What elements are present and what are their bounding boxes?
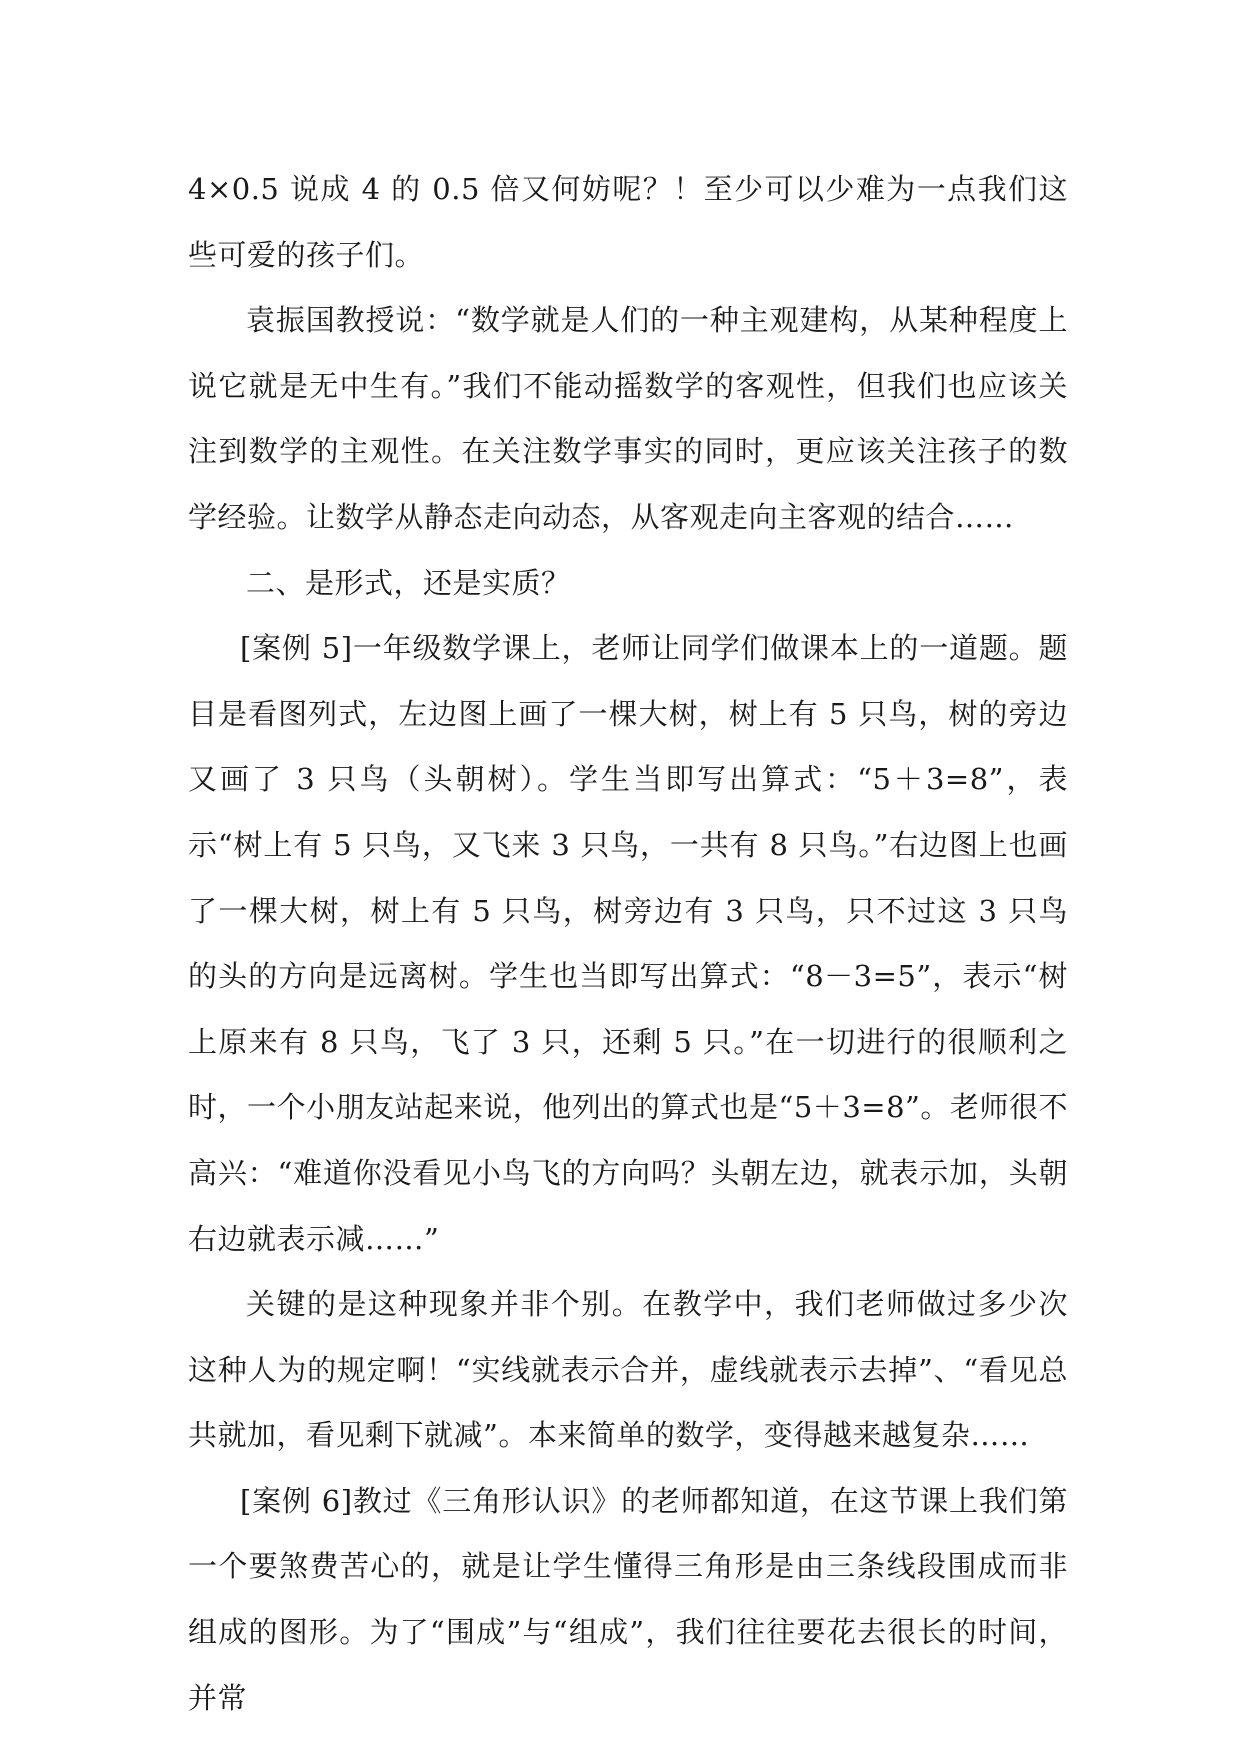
paragraph-case-5: [案例 5]一年级数学课上，老师让同学们做课本上的一道题。题目是看图列式，左边图上画了一棵大树，树上有 5 只鸟，树的旁边又画了 3 只鸟（头朝树）。学生当即写出算式：“5＋3=8”，表示“树上有 5 只鸟，又飞来 3 只鸟，一共有 8 只鸟。”右边图上也画了一棵大树，树上有 5 只鸟，树旁边有 3 只鸟，只不过这 3 只鸟的头的方向是远离树。学生也当即写出算式：“8－3=5”，表示“树上原来有 8 只鸟，飞了 3 只，还剩 5 只。”在一切进行的很顺利之时，一个小朋友站起来说，他列出的算式也是“5＋3=8”。老师很不高兴：“难道你没看见小鸟飞的方向吗？头朝左边，就表示加，头朝右边就表示减……” — [188, 631, 1068, 1256]
paragraph-key-point: 关键的是这种现象并非个别。在教学中，我们老师做过多少次这种人为的规定啊！“实线就表示合并，虚线就表示去掉”、“看见总共就加，看见剩下就减”。本来简单的数学，变得越来越复杂…… — [188, 1287, 1068, 1453]
section-heading: 二、是形式，还是实质？ — [246, 565, 571, 600]
paragraph-case-6: [案例 6]教过《三角形认识》的老师都知道，在这节课上我们第一个要煞费苦心的，就是让学生懂得三角形是由三条线段围成而非组成的图形。为了“围成”与“组成”，我们往往要花去很长的时间，并常 — [188, 1483, 1068, 1715]
paragraph-continuation: 4×0.5 说成 4 的 0.5 倍又何妨呢？！至少可以少难为一点我们这些可爱的孩子们。 — [188, 172, 1068, 272]
document-body — [188, 157, 1068, 1731]
paragraph-yuan-quote: 袁振国教授说：“数学就是人们的一种主观建构，从某种程度上说它就是无中生有。”我们不能动摇数学的客观性，但我们也应该关注到数学的主观性。在关注数学事实的同时，更应该关注孩子的数学经验。让数学从静态走向动态，从客观走向主客观的结合…… — [188, 303, 1068, 534]
